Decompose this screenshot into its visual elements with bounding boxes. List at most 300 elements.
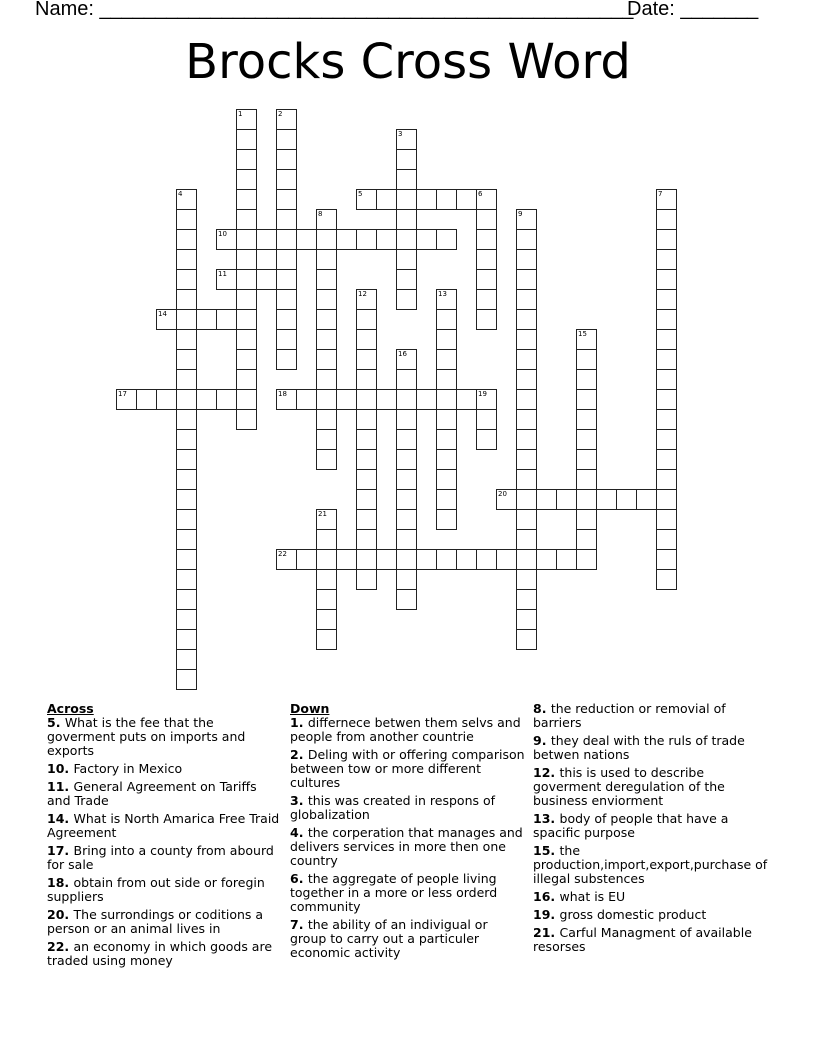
- grid-cell[interactable]: [216, 309, 237, 330]
- grid-cell[interactable]: [396, 169, 417, 190]
- grid-cell[interactable]: [296, 229, 317, 250]
- clue-item: 19. gross domestic product: [533, 907, 707, 922]
- clue-number: 19: [478, 390, 487, 398]
- grid-cell[interactable]: [256, 229, 277, 250]
- grid-cell[interactable]: [476, 209, 497, 230]
- grid-cell[interactable]: [236, 109, 257, 130]
- clue-number: 17: [47, 843, 65, 858]
- grid-cell[interactable]: [576, 349, 597, 370]
- clue-item: 22. an economy in which goods are traded using money: [47, 939, 273, 968]
- clue-number: 18: [278, 390, 287, 398]
- grid-cell[interactable]: [316, 389, 337, 410]
- grid-cell[interactable]: [516, 349, 537, 370]
- grid-cell[interactable]: [276, 289, 297, 310]
- grid-cell[interactable]: [656, 449, 677, 470]
- grid-cell[interactable]: [216, 269, 237, 290]
- grid-cell[interactable]: [156, 309, 177, 330]
- across-heading: Across: [47, 701, 94, 716]
- grid-cell[interactable]: [276, 189, 297, 210]
- grid-cell[interactable]: [176, 409, 197, 430]
- clue-text: the aggregate of people living together in a more or less orderd community: [290, 871, 498, 914]
- clue-text: What is North Amarica Free Traid Agreement: [47, 811, 280, 840]
- grid-cell[interactable]: [516, 209, 537, 230]
- grid-cell[interactable]: [316, 549, 337, 570]
- grid-cell[interactable]: [316, 509, 337, 530]
- grid-cell[interactable]: [276, 329, 297, 350]
- grid-cell[interactable]: [236, 289, 257, 310]
- grid-cell[interactable]: [216, 229, 237, 250]
- grid-cell[interactable]: [196, 389, 217, 410]
- grid-cell[interactable]: [236, 329, 257, 350]
- grid-cell[interactable]: [316, 409, 337, 430]
- clue-text: body of people that have a spacific purpose: [533, 811, 729, 840]
- grid-cell[interactable]: [516, 469, 537, 490]
- grid-cell[interactable]: [116, 389, 137, 410]
- grid-cell[interactable]: [436, 549, 457, 570]
- clue-number: 21: [318, 510, 327, 518]
- grid-cell[interactable]: [416, 549, 437, 570]
- grid-cell[interactable]: [276, 389, 297, 410]
- grid-cell[interactable]: [556, 489, 577, 510]
- clue-number: 4: [290, 825, 299, 840]
- grid-cell[interactable]: [436, 389, 457, 410]
- clue-number: 22: [47, 939, 65, 954]
- grid-cell[interactable]: [456, 389, 477, 410]
- grid-cell[interactable]: [656, 189, 677, 210]
- grid-cell[interactable]: [596, 489, 617, 510]
- grid-cell[interactable]: [316, 349, 337, 370]
- clue-number: 15: [533, 843, 551, 858]
- grid-cell[interactable]: [656, 569, 677, 590]
- grid-cell[interactable]: [436, 349, 457, 370]
- grid-cell[interactable]: [576, 469, 597, 490]
- grid-cell[interactable]: [216, 389, 237, 410]
- grid-cell[interactable]: [496, 489, 517, 510]
- clue-number: 9: [533, 733, 542, 748]
- grid-cell[interactable]: [336, 549, 357, 570]
- grid-cell[interactable]: [176, 209, 197, 230]
- grid-cell[interactable]: [276, 349, 297, 370]
- grid-cell[interactable]: [316, 449, 337, 470]
- grid-cell[interactable]: [576, 529, 597, 550]
- grid-cell[interactable]: [276, 229, 297, 250]
- grid-cell[interactable]: [356, 369, 377, 390]
- grid-cell[interactable]: [416, 389, 437, 410]
- grid-cell[interactable]: [516, 489, 537, 510]
- grid-cell[interactable]: [396, 129, 417, 150]
- clue-item: 9. they deal with the ruls of trade betwen nations: [533, 733, 745, 762]
- clue-number: 8: [318, 210, 323, 218]
- grid-cell[interactable]: [396, 409, 417, 430]
- grid-cell[interactable]: [436, 429, 457, 450]
- grid-cell[interactable]: [316, 569, 337, 590]
- grid-cell[interactable]: [316, 269, 337, 290]
- grid-cell[interactable]: [136, 389, 157, 410]
- clue-item: 13. body of people that have a spacific purpose: [533, 811, 729, 840]
- clue-text: the reduction or removial of barriers: [533, 701, 726, 730]
- grid-cell[interactable]: [176, 469, 197, 490]
- grid-cell[interactable]: [656, 289, 677, 310]
- grid-cell[interactable]: [236, 249, 257, 270]
- grid-cell[interactable]: [576, 329, 597, 350]
- clue-item: 8. the reduction or removial of barriers: [533, 701, 726, 730]
- grid-cell[interactable]: [316, 529, 337, 550]
- clue-item: 17. Bring into a county from abourd for sale: [47, 843, 274, 872]
- grid-cell[interactable]: [656, 549, 677, 570]
- clue-number: 10: [47, 761, 65, 776]
- grid-cell[interactable]: [576, 409, 597, 430]
- clue-number: 1: [290, 715, 299, 730]
- grid-cell[interactable]: [336, 229, 357, 250]
- clue-item: 15. the production,import,export,purchase of illegal substences: [533, 843, 768, 886]
- clue-item: 7. the ability of an indivigual or group to carry out a particuler economic activity: [290, 917, 488, 960]
- clue-number: 17: [118, 390, 127, 398]
- clue-item: 3. this was created in respons of globalization: [290, 793, 496, 822]
- grid-cell[interactable]: [396, 509, 417, 530]
- grid-cell[interactable]: [176, 569, 197, 590]
- grid-cell[interactable]: [356, 429, 377, 450]
- grid-cell[interactable]: [236, 169, 257, 190]
- down-clues-continued: [533, 702, 768, 958]
- grid-cell[interactable]: [356, 469, 377, 490]
- clue-text: gross domestic product: [559, 907, 707, 922]
- grid-cell[interactable]: [316, 589, 337, 610]
- grid-cell[interactable]: [516, 609, 537, 630]
- grid-cell[interactable]: [236, 209, 257, 230]
- grid-cell[interactable]: [476, 429, 497, 450]
- grid-cell[interactable]: [236, 129, 257, 150]
- grid-cell[interactable]: [436, 329, 457, 350]
- grid-cell[interactable]: [436, 509, 457, 530]
- grid-cell[interactable]: [176, 429, 197, 450]
- grid-cell[interactable]: [436, 489, 457, 510]
- grid-cell[interactable]: [356, 189, 377, 210]
- grid-cell[interactable]: [656, 369, 677, 390]
- grid-cell[interactable]: [176, 249, 197, 270]
- grid-cell[interactable]: [396, 269, 417, 290]
- grid-cell[interactable]: [356, 509, 377, 530]
- clue-text: General Agreement on Tariffs and Trade: [47, 779, 257, 808]
- grid-cell[interactable]: [576, 369, 597, 390]
- grid-cell[interactable]: [236, 389, 257, 410]
- grid-cell[interactable]: [236, 369, 257, 390]
- grid-cell[interactable]: [436, 189, 457, 210]
- grid-cell[interactable]: [376, 229, 397, 250]
- grid-cell[interactable]: [176, 229, 197, 250]
- grid-cell[interactable]: [256, 269, 277, 290]
- grid-cell[interactable]: [316, 369, 337, 390]
- grid-cell[interactable]: [656, 489, 677, 510]
- grid-cell[interactable]: [376, 389, 397, 410]
- grid-cell[interactable]: [316, 289, 337, 310]
- grid-cell[interactable]: [316, 429, 337, 450]
- grid-cell[interactable]: [176, 489, 197, 510]
- grid-cell[interactable]: [656, 389, 677, 410]
- grid-cell[interactable]: [356, 529, 377, 550]
- grid-cell[interactable]: [476, 409, 497, 430]
- grid-cell[interactable]: [236, 409, 257, 430]
- grid-cell[interactable]: [356, 329, 377, 350]
- grid-cell[interactable]: [516, 449, 537, 470]
- grid-cell[interactable]: [576, 389, 597, 410]
- grid-cell[interactable]: [396, 469, 417, 490]
- grid-cell[interactable]: [356, 549, 377, 570]
- grid-cell[interactable]: [656, 249, 677, 270]
- grid-cell[interactable]: [396, 449, 417, 470]
- grid-cell[interactable]: [196, 309, 217, 330]
- grid-cell[interactable]: [516, 509, 537, 530]
- clue-number: 22: [278, 550, 287, 558]
- grid-cell[interactable]: [176, 269, 197, 290]
- clue-item: 21. Carful Managment of available resorses: [533, 925, 752, 954]
- down-heading: Down: [290, 701, 330, 716]
- clue-number: 3: [398, 130, 403, 138]
- grid-cell[interactable]: [516, 389, 537, 410]
- grid-cell[interactable]: [276, 549, 297, 570]
- grid-cell[interactable]: [156, 389, 177, 410]
- grid-cell[interactable]: [576, 429, 597, 450]
- grid-cell[interactable]: [376, 189, 397, 210]
- grid-cell[interactable]: [516, 369, 537, 390]
- grid-cell[interactable]: [356, 449, 377, 470]
- grid-cell[interactable]: [496, 549, 517, 570]
- grid-cell[interactable]: [656, 329, 677, 350]
- clue-number: 14: [47, 811, 65, 826]
- clue-number: 16: [398, 350, 407, 358]
- grid-cell[interactable]: [176, 189, 197, 210]
- grid-cell[interactable]: [276, 249, 297, 270]
- down-clues: [290, 702, 525, 964]
- grid-cell[interactable]: [396, 569, 417, 590]
- grid-cell[interactable]: [656, 309, 677, 330]
- grid-cell[interactable]: [296, 389, 317, 410]
- grid-cell[interactable]: [516, 589, 537, 610]
- clue-text: What is the fee that the goverment puts on imports and exports: [47, 715, 246, 758]
- grid-cell[interactable]: [656, 509, 677, 530]
- grid-cell[interactable]: [476, 549, 497, 570]
- clue-number: 11: [218, 270, 227, 278]
- clue-number: 10: [218, 230, 227, 238]
- grid-cell[interactable]: [516, 629, 537, 650]
- grid-cell[interactable]: [476, 289, 497, 310]
- clue-text: Deling with or offering comparison between tow or more different cultures: [290, 747, 525, 790]
- clue-item: 10. Factory in Mexico: [47, 761, 183, 776]
- grid-cell[interactable]: [656, 209, 677, 230]
- grid-cell[interactable]: [396, 429, 417, 450]
- grid-cell[interactable]: [396, 389, 417, 410]
- grid-cell[interactable]: [436, 369, 457, 390]
- grid-cell[interactable]: [316, 309, 337, 330]
- grid-cell[interactable]: [396, 209, 417, 230]
- grid-cell[interactable]: [356, 289, 377, 310]
- grid-cell[interactable]: [176, 529, 197, 550]
- grid-cell[interactable]: [576, 449, 597, 470]
- grid-cell[interactable]: [176, 309, 197, 330]
- grid-cell[interactable]: [316, 609, 337, 630]
- grid-cell[interactable]: [536, 549, 557, 570]
- grid-cell[interactable]: [176, 609, 197, 630]
- grid-cell[interactable]: [276, 269, 297, 290]
- grid-cell[interactable]: [516, 549, 537, 570]
- grid-cell[interactable]: [516, 329, 537, 350]
- clue-number: 13: [438, 290, 447, 298]
- grid-cell[interactable]: [556, 549, 577, 570]
- grid-cell[interactable]: [276, 309, 297, 330]
- grid-cell[interactable]: [456, 549, 477, 570]
- clue-text: differnece betwen them selvs and people from another countrie: [290, 715, 521, 744]
- grid-cell[interactable]: [396, 549, 417, 570]
- grid-cell[interactable]: [236, 189, 257, 210]
- clue-item: 11. General Agreement on Tariffs and Trade: [47, 779, 257, 808]
- grid-cell[interactable]: [176, 649, 197, 670]
- grid-cell[interactable]: [236, 229, 257, 250]
- grid-cell[interactable]: [316, 629, 337, 650]
- grid-cell[interactable]: [356, 569, 377, 590]
- grid-cell[interactable]: [576, 509, 597, 530]
- grid-cell[interactable]: [176, 369, 197, 390]
- clue-number: 5: [47, 715, 56, 730]
- grid-cell[interactable]: [396, 529, 417, 550]
- clue-number: 13: [533, 811, 551, 826]
- clue-text: Carful Managment of available resorses: [533, 925, 752, 954]
- grid-cell[interactable]: [236, 309, 257, 330]
- grid-cell[interactable]: [536, 489, 557, 510]
- clue-item: 1. differnece betwen them selvs and people from another countrie: [290, 715, 521, 744]
- grid-cell[interactable]: [656, 269, 677, 290]
- grid-cell[interactable]: [476, 269, 497, 290]
- clue-number: 12: [358, 290, 367, 298]
- grid-cell[interactable]: [176, 589, 197, 610]
- grid-cell[interactable]: [356, 349, 377, 370]
- grid-cell[interactable]: [516, 569, 537, 590]
- clue-text: an economy in which goods are traded using money: [47, 939, 273, 968]
- grid-cell[interactable]: [176, 389, 197, 410]
- grid-cell[interactable]: [396, 589, 417, 610]
- grid-cell[interactable]: [416, 229, 437, 250]
- grid-cell[interactable]: [436, 309, 457, 330]
- grid-cell[interactable]: [176, 549, 197, 570]
- grid-cell[interactable]: [656, 469, 677, 490]
- grid-cell[interactable]: [176, 289, 197, 310]
- grid-cell[interactable]: [656, 409, 677, 430]
- grid-cell[interactable]: [316, 229, 337, 250]
- grid-cell[interactable]: [436, 409, 457, 430]
- clue-number: 6: [290, 871, 299, 886]
- grid-cell[interactable]: [236, 349, 257, 370]
- clue-number: 4: [178, 190, 183, 198]
- grid-cell[interactable]: [396, 349, 417, 370]
- grid-cell[interactable]: [516, 289, 537, 310]
- grid-cell[interactable]: [176, 449, 197, 470]
- clue-text: Bring into a county from abourd for sale: [47, 843, 274, 872]
- name-field-label: Name: ________________________________________________: [35, 0, 634, 20]
- grid-cell[interactable]: [356, 309, 377, 330]
- grid-cell[interactable]: [356, 489, 377, 510]
- grid-cell[interactable]: [656, 229, 677, 250]
- clue-number: 1: [238, 110, 243, 118]
- grid-cell[interactable]: [516, 309, 537, 330]
- grid-cell[interactable]: [176, 669, 197, 690]
- grid-cell[interactable]: [656, 349, 677, 370]
- grid-cell[interactable]: [516, 429, 537, 450]
- grid-cell[interactable]: [416, 189, 437, 210]
- grid-cell[interactable]: [656, 529, 677, 550]
- grid-cell[interactable]: [356, 229, 377, 250]
- grid-cell[interactable]: [316, 209, 337, 230]
- grid-cell[interactable]: [436, 289, 457, 310]
- grid-cell[interactable]: [396, 149, 417, 170]
- grid-cell[interactable]: [176, 329, 197, 350]
- grid-cell[interactable]: [376, 549, 397, 570]
- clue-number: 15: [578, 330, 587, 338]
- grid-cell[interactable]: [236, 149, 257, 170]
- grid-cell[interactable]: [516, 249, 537, 270]
- clue-number: 20: [47, 907, 65, 922]
- grid-cell[interactable]: [396, 489, 417, 510]
- grid-cell[interactable]: [576, 489, 597, 510]
- grid-cell[interactable]: [436, 449, 457, 470]
- clue-text: the corperation that manages and delivers services in more then one country: [290, 825, 523, 868]
- grid-cell[interactable]: [656, 429, 677, 450]
- clue-number: 19: [533, 907, 551, 922]
- grid-cell[interactable]: [476, 309, 497, 330]
- grid-cell[interactable]: [436, 229, 457, 250]
- grid-cell[interactable]: [396, 189, 417, 210]
- grid-cell[interactable]: [236, 269, 257, 290]
- grid-cell[interactable]: [176, 509, 197, 530]
- grid-cell[interactable]: [276, 169, 297, 190]
- grid-cell[interactable]: [276, 129, 297, 150]
- clue-item: 16. what is EU: [533, 889, 626, 904]
- grid-cell[interactable]: [176, 629, 197, 650]
- clue-text: this is used to describe goverment deregulation of the business enviorment: [533, 765, 725, 808]
- grid-cell[interactable]: [476, 389, 497, 410]
- grid-cell[interactable]: [176, 349, 197, 370]
- clue-text: Factory in Mexico: [73, 761, 183, 776]
- grid-cell[interactable]: [516, 409, 537, 430]
- grid-cell[interactable]: [276, 149, 297, 170]
- grid-cell[interactable]: [296, 549, 317, 570]
- grid-cell[interactable]: [396, 369, 417, 390]
- grid-cell[interactable]: [276, 209, 297, 230]
- grid-cell[interactable]: [436, 469, 457, 490]
- grid-cell[interactable]: [396, 249, 417, 270]
- grid-cell[interactable]: [476, 249, 497, 270]
- grid-cell[interactable]: [276, 109, 297, 130]
- grid-cell[interactable]: [636, 489, 657, 510]
- grid-cell[interactable]: [396, 289, 417, 310]
- grid-cell[interactable]: [396, 229, 417, 250]
- grid-cell[interactable]: [516, 229, 537, 250]
- page-title: Brocks Cross Word: [185, 34, 631, 90]
- grid-cell[interactable]: [336, 389, 357, 410]
- grid-cell[interactable]: [356, 389, 377, 410]
- grid-cell[interactable]: [476, 189, 497, 210]
- grid-cell[interactable]: [576, 549, 597, 570]
- clue-item: 12. this is used to describe goverment deregulation of the business enviorment: [533, 765, 725, 808]
- grid-cell[interactable]: [456, 189, 477, 210]
- across-clues: [47, 702, 282, 972]
- clue-number: 6: [478, 190, 483, 198]
- grid-cell[interactable]: [316, 249, 337, 270]
- grid-cell[interactable]: [516, 269, 537, 290]
- grid-cell[interactable]: [616, 489, 637, 510]
- grid-cell[interactable]: [316, 329, 337, 350]
- grid-cell[interactable]: [476, 229, 497, 250]
- grid-cell[interactable]: [516, 529, 537, 550]
- grid-cell[interactable]: [356, 409, 377, 430]
- date-field-label: Date: _______: [627, 0, 759, 20]
